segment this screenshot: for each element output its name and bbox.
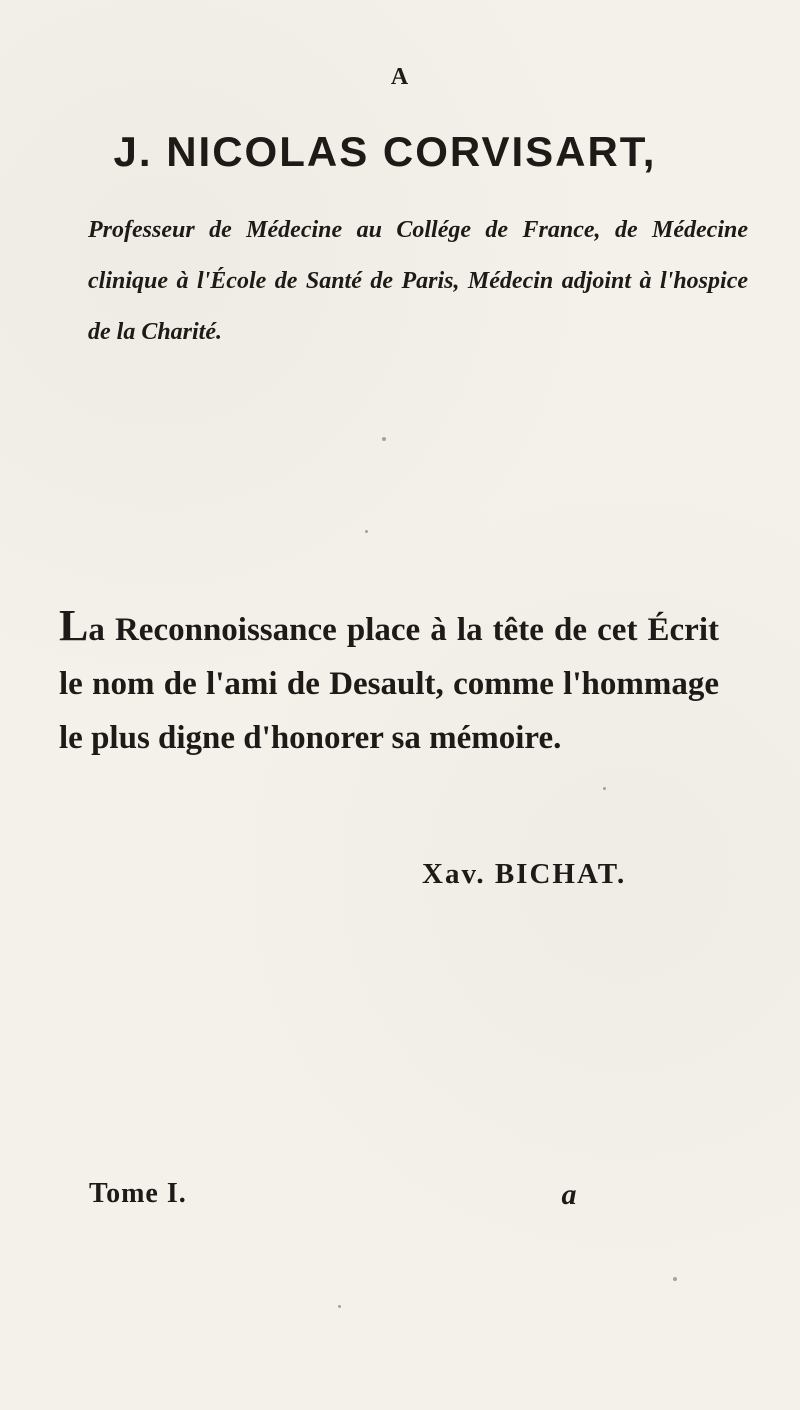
dedication-text: a Reconnoissance place à la tête de cet Écrit le nom de l'ami de Desault, comme l'hommage le plus digne d'honorer sa mémoire.: [59, 612, 719, 756]
dedicatee-name: J. NICOLAS CORVISART,: [113, 128, 657, 175]
paper-speck: [338, 1305, 341, 1308]
dedication-paragraph: [59, 603, 719, 765]
dedication-heading: A: [390, 64, 410, 90]
paper-speck: [365, 530, 368, 533]
paper-speck: [603, 787, 606, 790]
paper-speck: [673, 1277, 677, 1281]
paper-speck: [382, 437, 386, 441]
volume-label: Tome I.: [89, 1178, 187, 1209]
signature-mark: a: [561, 1178, 577, 1211]
author-signature: Xav. BICHAT.: [422, 858, 627, 890]
dedication-dropcap: L: [59, 601, 89, 650]
dedicatee-titles: Professeur de Médecine au Collége de France, de Médecine clinique à l'École de Santé de Paris, Médecin adjoint à l'hospice de la Charité.: [88, 217, 748, 345]
